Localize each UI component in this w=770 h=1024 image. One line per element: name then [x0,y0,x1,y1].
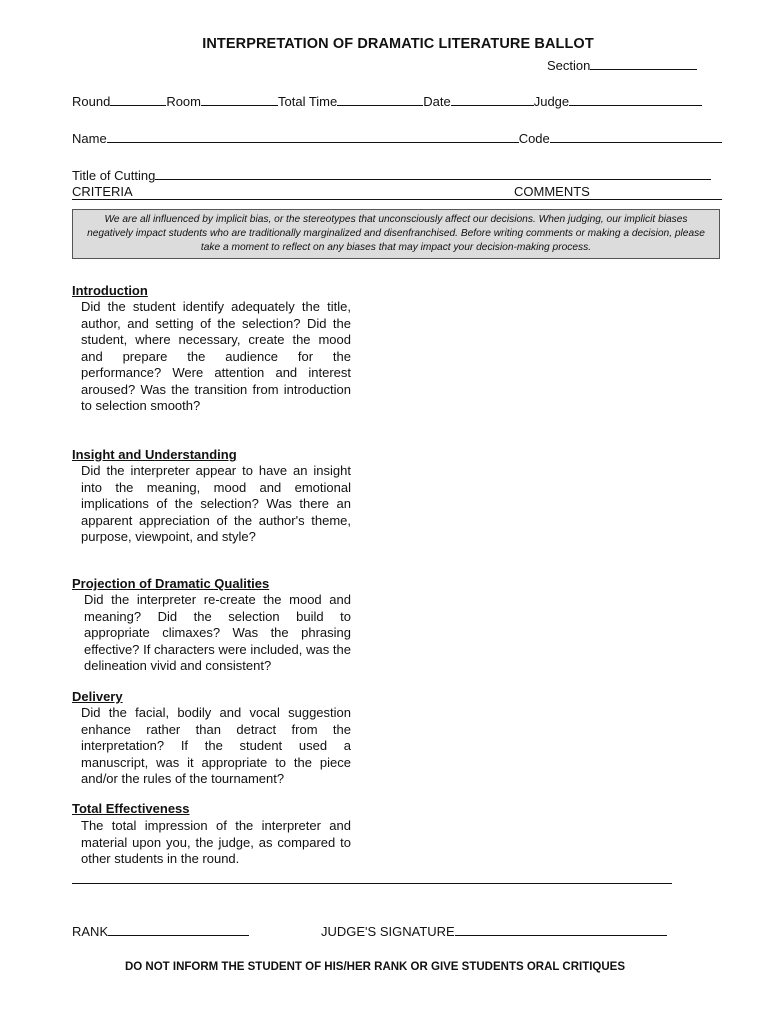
round-blank[interactable] [110,93,166,106]
criteria-heading-total-effectiveness: Total Effectiveness [72,801,190,816]
implicit-bias-notice: We are all influenced by implicit bias, or the stereotypes that unconsciously affect our decisions. When judging, our implicit biases negatively impact students who are traditionally marginalized and disenfranchised. Before writing comments or making a decision, please take a moment to reflect on any biases that may impact your decision-making process. [72,209,720,259]
date-blank[interactable] [451,93,534,106]
criteria-column-header: CRITERIA [72,184,133,199]
total-time-label: Total Time [278,94,338,109]
header-divider [72,199,722,200]
room-blank[interactable] [201,93,278,106]
criteria-text-delivery: Did the facial, bodily and vocal suggestion enhance rather than detract from the interpretation? If the student used a manuscript, was it appropriate to the piece and/or the rules of the tournament? [81,705,351,786]
criteria-text-projection: Did the interpreter re-create the mood and meaning? Did the selection build to appropriate climaxes? Was the phrasing effective? If characters were included, was the delineation vivid and consistent? [84,592,351,673]
rank-field [72,923,249,939]
rank-label: RANK [72,924,109,939]
comments-column-header: COMMENTS [514,184,590,199]
judge-label: Judge [533,94,570,109]
criteria-heading-projection: Projection of Dramatic Qualities [72,576,270,591]
rank-blank[interactable] [108,923,249,936]
round-info-row [72,93,702,109]
name-blank[interactable] [107,130,519,143]
ballot-title: INTERPRETATION OF DRAMATIC LITERATURE BALLOT [202,36,594,52]
criteria-heading-introduction: Introduction [72,283,148,298]
title-of-cutting-blank[interactable] [155,167,711,180]
section-label: Section [547,58,591,73]
total-time-blank[interactable] [337,93,423,106]
judge-signature-field [321,923,667,939]
code-label: Code [518,131,550,146]
judge-signature-blank[interactable] [455,923,667,936]
title-of-cutting-label: Title of Cutting [72,168,156,183]
section-blank[interactable] [590,57,697,70]
name-label: Name [72,131,107,146]
oral-critique-warning: DO NOT INFORM THE STUDENT OF HIS/HER RANK OR GIVE STUDENTS ORAL CRITIQUES [124,961,626,973]
criteria-text-introduction: Did the student identify adequately the title, author, and setting of the selection? Did the student, where necessary, create the mood and prepare the audience for the performance? Were attention and interest aroused? Was the transition from introduction to selection smooth? [81,299,351,413]
criteria-text-total-effectiveness: The total impression of the interpreter and material upon you, the judge, as compared to other students in the round. [81,818,351,866]
criteria-text-insight: Did the interpreter appear to have an insight into the meaning, mood and emotional implications of the selection? Was there an apparent appreciation of the author's theme, purpose, viewpoint, and style? [81,463,351,544]
section-field[interactable] [547,57,697,73]
bottom-divider [72,883,672,884]
code-blank[interactable] [550,130,722,143]
date-label: Date [423,94,451,109]
round-label: Round [72,94,111,109]
title-of-cutting-row [72,167,711,183]
name-code-row [72,130,722,146]
judge-signature-label: JUDGE'S SIGNATURE [321,924,455,939]
room-label: Room [166,94,201,109]
criteria-heading-delivery: Delivery [72,689,123,704]
judge-blank[interactable] [569,93,702,106]
criteria-heading-insight: Insight and Understanding [72,447,237,462]
